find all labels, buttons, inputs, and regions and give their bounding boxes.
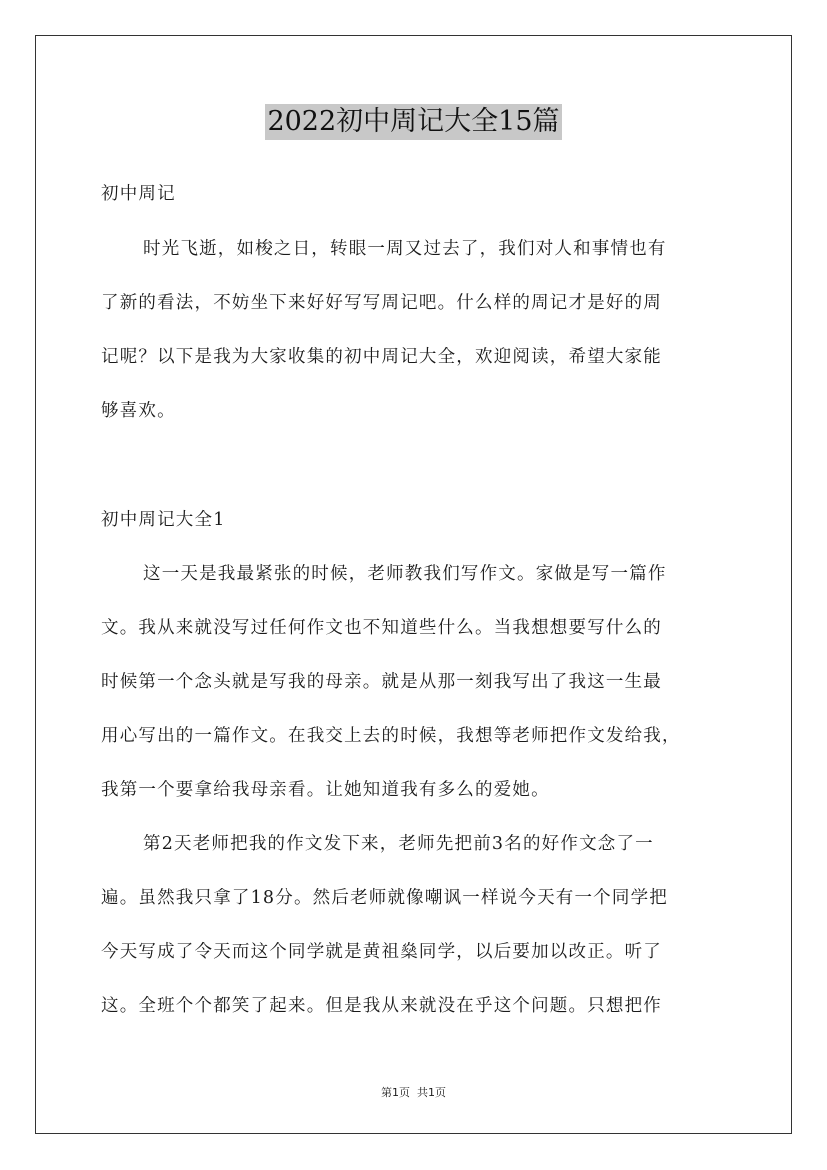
paragraph-line: 这。全班个个都笑了起来。但是我从来就没在乎这个问题。只想把作 (101, 996, 662, 1016)
paragraph-line: 时候第一个念头就是写我的母亲。就是从那一刻我写出了我这一生最 (101, 672, 662, 692)
paragraph-line: 了新的看法，不妨坐下来好好写写周记吧。什么样的周记才是好的周 (101, 293, 662, 313)
paragraph-line: 这一天是我最紧张的时候，老师教我们写作文。家做是写一篇作 (143, 564, 667, 584)
paragraph-line: 遍。虽然我只拿了18分。然后老师就像嘲讽一样说今天有一个同学把 (101, 888, 668, 908)
page-footer (0, 1084, 827, 1100)
page-number: 第1页 共1页 (381, 1086, 446, 1099)
paragraph-line: 用心写出的一篇作文。在我交上去的时候，我想等老师把作文发给我， (101, 726, 681, 746)
section-heading: 初中周记 (101, 184, 176, 204)
paragraph-line: 够喜欢。 (101, 401, 176, 421)
section-heading: 初中周记大全1 (101, 510, 226, 530)
paragraph-line: 我第一个要拿给我母亲看。让她知道我有多么的爱她。 (101, 780, 550, 800)
paragraph-line: 文。我从来就没写过任何作文也不知道些什么。当我想想要写什么的 (101, 618, 662, 638)
title-container (0, 104, 827, 140)
paragraph-line: 时光飞逝，如梭之日，转眼一周又过去了，我们对人和事情也有 (143, 239, 667, 259)
paragraph-line: 今天写成了令天而这个同学就是黄祖燊同学，以后要加以改正。听了 (101, 942, 662, 962)
paragraph-line: 记呢？以下是我为大家收集的初中周记大全，欢迎阅读，希望大家能 (101, 347, 662, 367)
paragraph-line: 第2天老师把我的作文发下来，老师先把前3名的好作文念了一 (143, 834, 654, 854)
document-title: 2022初中周记大全15篇 (265, 104, 561, 140)
